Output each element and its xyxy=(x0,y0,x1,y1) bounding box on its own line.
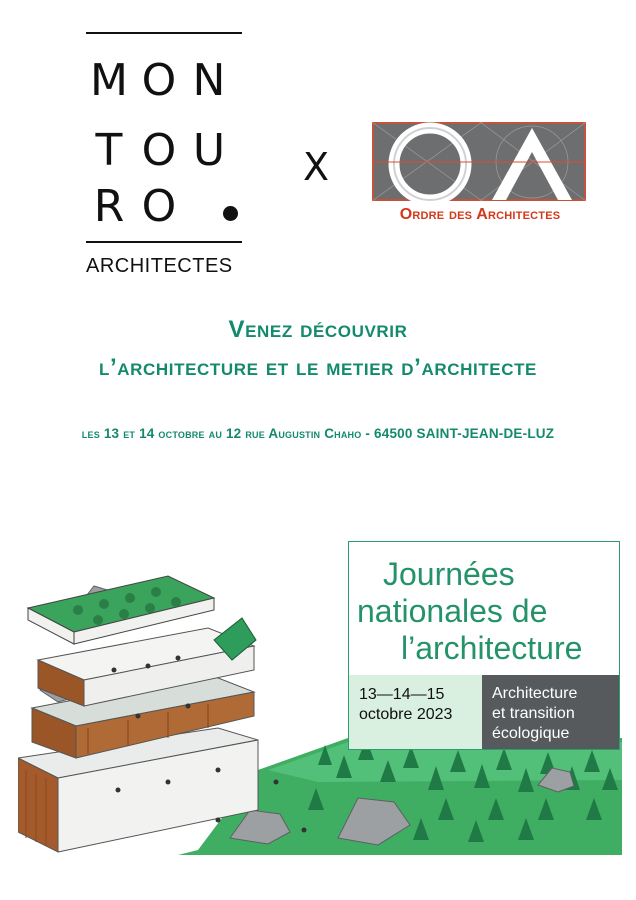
jna-dates-line-1: 13—14—15 xyxy=(359,686,445,703)
logo-row-3: R O xyxy=(93,181,177,232)
montouro-logo xyxy=(84,30,246,280)
logo-top-rule xyxy=(86,32,242,34)
jna-title-line-1: Journées xyxy=(383,556,515,592)
jna-dates-box xyxy=(349,675,482,749)
logo-bottom-rule xyxy=(86,241,242,243)
jna-card xyxy=(348,541,620,750)
jna-theme-line-3: écologique xyxy=(492,725,570,742)
logo-dot xyxy=(223,206,238,221)
oa-label: Ordre des Architectes xyxy=(399,206,561,223)
headline-line-1: Venez découvrir xyxy=(228,316,408,343)
collaboration-x: X xyxy=(303,145,330,189)
logo-subtitle: ARCHITECTES xyxy=(86,255,233,277)
jna-dates-line-2: octobre 2023 xyxy=(359,706,453,723)
jna-title xyxy=(349,556,621,667)
headline-line-2: l’architecture et le metier d’architecte xyxy=(99,354,537,381)
logo-row-2: T O U xyxy=(95,125,226,176)
jna-title-line-2: nationales de xyxy=(357,593,548,629)
oa-emblem-icon xyxy=(372,122,588,202)
jna-title-line-3: l’architecture xyxy=(401,630,583,666)
jna-theme-line-1: Architecture xyxy=(492,685,578,702)
logo-row-1: M O N xyxy=(90,55,226,106)
event-info: les 13 et 14 octobre au 12 rue Augustin Chaho - 64500 SAINT-JEAN-DE-LUZ xyxy=(81,426,555,441)
ordre-des-architectes-logo xyxy=(372,122,588,232)
jna-theme-line-2: et transition xyxy=(492,705,575,722)
jna-theme-box xyxy=(482,675,619,749)
